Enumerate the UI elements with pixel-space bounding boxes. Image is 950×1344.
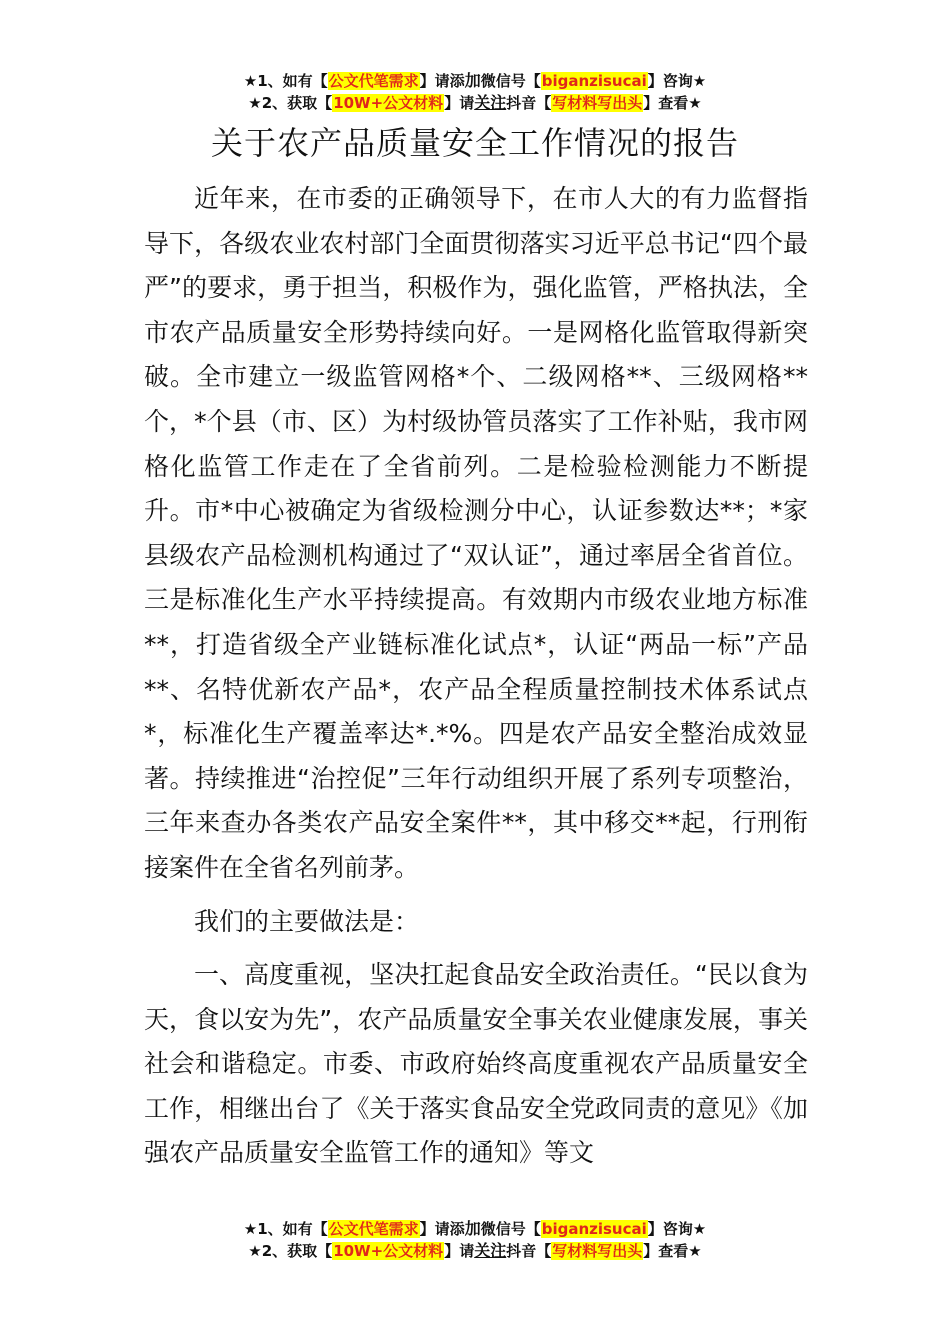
ad-highlight-douyin-account: 写材料写出头 <box>552 94 643 112</box>
ad-text: 微信号【 <box>480 72 541 90</box>
body-paragraph-2: 我们的主要做法是： <box>194 906 420 936</box>
ad-text: 】咨询★ <box>647 1220 707 1238</box>
header-ad-line-1 <box>0 70 950 92</box>
ad-highlight-service: 公文代笔需求 <box>328 1220 419 1238</box>
footer-ad-banner <box>0 1218 950 1262</box>
ad-emphasis: 加 <box>464 71 481 90</box>
ad-highlight-wechat-id: biganzisucai <box>541 72 647 90</box>
ad-emphasis: 关注 <box>474 1241 507 1260</box>
ad-text: 抖音【 <box>506 1242 552 1260</box>
ad-text: 】请 <box>444 1242 475 1260</box>
ad-text: 】咨询★ <box>647 72 707 90</box>
ad-highlight-materials: 10W+公文材料 <box>333 1242 444 1260</box>
ad-emphasis: 关注 <box>474 93 507 112</box>
footer-ad-line-1 <box>0 1218 950 1240</box>
header-ad-banner <box>0 70 950 114</box>
ad-text: ★2、获取【 <box>248 1242 333 1260</box>
ad-text: 抖音【 <box>506 94 552 112</box>
ad-highlight-materials: 10W+公文材料 <box>333 94 444 112</box>
ad-text: ★1、如有【 <box>243 72 328 90</box>
header-ad-line-2 <box>0 92 950 114</box>
ad-text: 】查看★ <box>643 1242 702 1260</box>
ad-emphasis: 加 <box>464 1219 481 1238</box>
body-paragraph-1: 近年来，在市委的正确领导下，在市人大的有力监督指导下，各级农业农村部门全面贯彻落实习近平总书记“四个最严”的要求，勇于担当，积极作为，强化监管，严格执法，全市农产品质量安全形势持续向好。一是网格化监管取得新突破。全市建立一级监管网格*个、二级网格**、三级网格**个，*个县（市、区）为村级协管员落实了工作补贴，我市网格化监管工作走在了全省前列。二是检验检测能力不断提升。市*中心被确定为省级检测分中心，认证参数达**；*家县级农产品检测机构通过了“双认证”，通过率居全省首位。三是标准化生产水平持续提高。有效期内市级农业地方标准**，打造省级全产业链标准化试点*，认证“两品一标”产品**、名特优新农产品*，农产品全程质量控制技术体系试点*，标准化生产覆盖率达*.*%。四是农产品安全整治成效显著。持续推进“治控促”三年行动组织开展了系列专项整治，三年来查办各类农产品安全案件**，其中移交**起，行刑衔接案件在全省名列前茅。 <box>144 184 808 882</box>
ad-text: 】请添 <box>419 1220 465 1238</box>
ad-highlight-service: 公文代笔需求 <box>328 72 419 90</box>
ad-text: 】查看★ <box>643 94 702 112</box>
document-title: 关于农产品质量安全工作情况的报告 <box>210 124 739 162</box>
ad-highlight-wechat-id: biganzisucai <box>541 1220 647 1238</box>
body-paragraph-3: 一、高度重视，坚决扛起食品安全政治责任。“民以食为天，食以安为先”，农产品质量安全事关农业健康发展，事关社会和谐稳定。市委、市政府始终高度重视农产品质量安全工作，相继出台了《关于落实食品安全党政同责的意见》《加强农产品质量安全监管工作的通知》等文 <box>144 960 808 1168</box>
ad-text: 】请 <box>444 94 475 112</box>
document-body <box>144 177 808 1176</box>
ad-text: 】请添 <box>419 72 465 90</box>
ad-text: ★2、获取【 <box>248 94 333 112</box>
ad-text: 微信号【 <box>480 1220 541 1238</box>
ad-highlight-douyin-account: 写材料写出头 <box>552 1242 643 1260</box>
footer-ad-line-2 <box>0 1240 950 1262</box>
ad-text: ★1、如有【 <box>243 1220 328 1238</box>
